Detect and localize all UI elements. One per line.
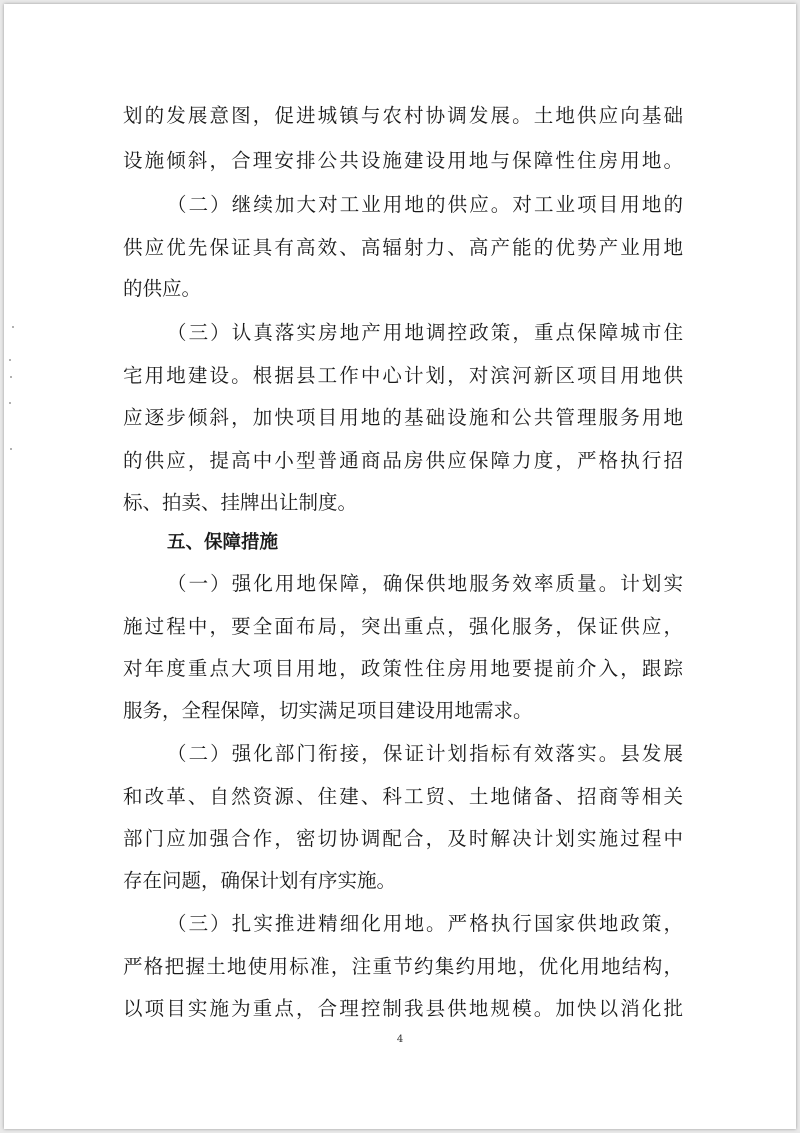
text-line: 的供应，提高中小型普通商品房供应保障力度，严格执行招 [123,449,683,472]
text-line: （三）认真落实房地产用地调控政策，重点保障城市住 [167,321,683,344]
text-line: 划的发展意图，促进城镇与农村协调发展。土地供应向基础 [123,104,683,127]
scan-speck [12,326,14,328]
text-line: 部门应加强合作，密切协调配合，及时解决计划实施过程中 [123,827,683,850]
text-line: （三）扎实推进精细化用地。严格执行国家供地政策， [167,912,683,935]
scan-speck [9,359,11,361]
scan-speck [10,376,12,378]
text-line: 设施倾斜，合理安排公共设施建设用地与保障性住房用地。 [123,149,683,172]
text-line: 宅用地建设。根据县工作中心计划，对滨河新区项目用地供 [123,364,683,387]
text-line: 施过程中，要全面布局，突出重点，强化服务，保证供应， [123,615,683,638]
scan-speck [10,448,12,450]
text-line: 存在问题，确保计划有序实施。 [123,869,397,892]
text-line: 以项目实施为重点，合理控制我县供地规模。加快以消化批 [123,997,683,1020]
document-page [4,4,796,1129]
text-line: 应逐步倾斜，加快项目用地的基础设施和公共管理服务用地 [123,406,683,429]
text-line: （二）强化部门衔接，保证计划指标有效落实。县发展 [167,742,683,765]
text-line: 服务，全程保障，切实满足项目建设用地需求。 [123,699,533,722]
text-line: 严格把握土地使用标准，注重节约集约用地，优化用地结构， [123,955,683,978]
text-line: 标、拍卖、挂牌出让制度。 [123,491,358,514]
scan-speck [9,402,11,404]
text-line: 的供应。 [123,277,202,300]
text-line: （一）强化用地保障，确保供地服务效率质量。计划实 [167,572,683,595]
text-line: （二）继续加大对工业用地的供应。对工业项目用地的 [167,193,683,216]
section-heading: 五、保障措施 [167,532,279,553]
text-line: 供应优先保证具有高效、高辐射力、高产能的优势产业用地 [123,236,683,259]
page-number: 4 [396,1034,404,1045]
text-line: 对年度重点大项目用地，政策性住房用地要提前介入，跟踪 [123,657,683,680]
text-line: 和改革、自然资源、住建、科工贸、土地储备、招商等相关 [123,785,683,808]
